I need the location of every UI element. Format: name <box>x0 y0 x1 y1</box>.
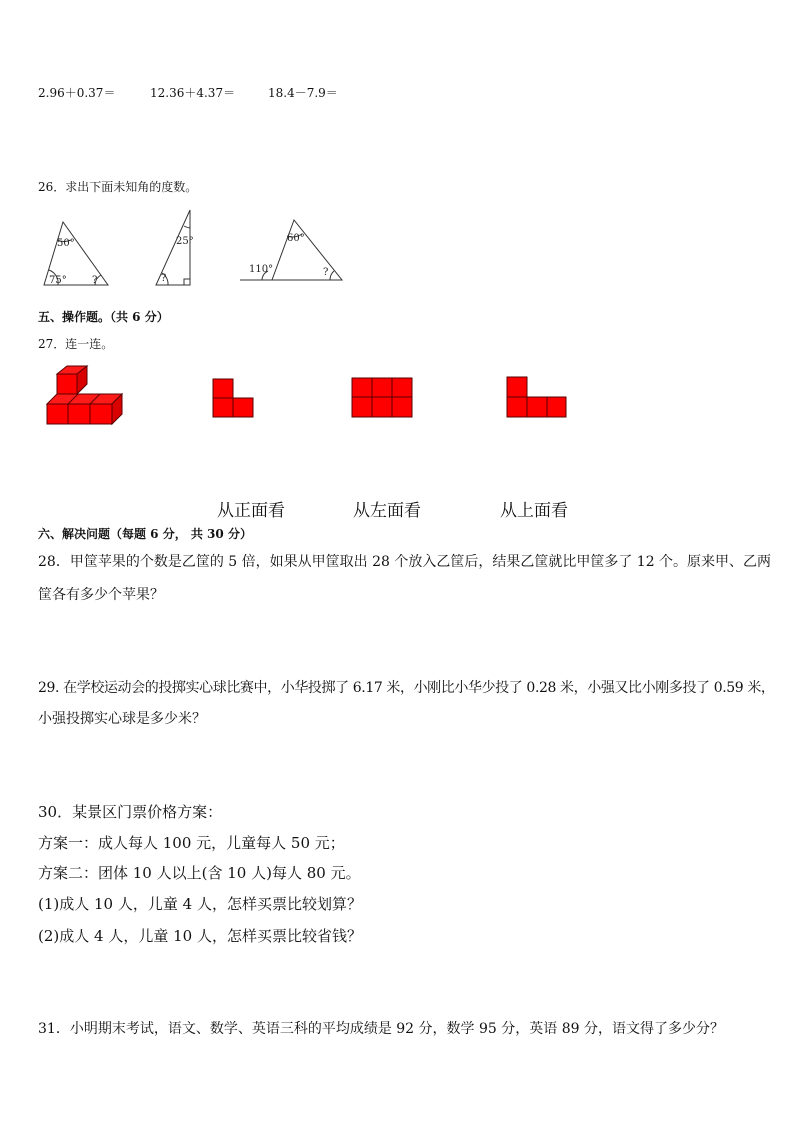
section-heading: 五、操作题。（共 6 分） <box>38 310 169 324</box>
triangle-3 <box>272 220 342 280</box>
view-label-front: 从正面看 <box>217 501 285 521</box>
view-label-left: 从左面看 <box>353 501 421 521</box>
view-shape-3 <box>507 377 566 417</box>
triangle-figures <box>0 0 794 300</box>
question-30-plan: 方案一：成人每人 100 元，儿童每人 50 元； <box>38 834 345 852</box>
cube-solid <box>47 366 122 424</box>
question-31: 31．小明期末考试，语文、数学、英语三科的平均成绩是 92 分，数学 95 分，英语 89 分，语文得了多少分？ <box>38 1021 724 1037</box>
question-28-line: 28．甲筐苹果的个数是乙筐的 5 倍，如果从甲筐取出 28 个放入乙筐后，结果乙筐就比甲筐多了 12 个。原来甲、乙两 <box>38 554 772 570</box>
question-27: 27．连一连。 <box>38 337 114 351</box>
question-29-line: 29. 在学校运动会的投掷实心球比赛中，小华投掷了 6.17 米，小刚比小华少投了 0.28 米，小强又比小刚多投了 0.59 米， <box>38 680 775 696</box>
question-30-plan: 方案二：团体 10 人以上(含 10 人)每人 80 元。 <box>38 864 361 882</box>
section-heading: 六、解决问题（每题 6 分， 共 30 分） <box>38 527 252 541</box>
angle-label: 110° <box>249 264 274 275</box>
view-shape-1 <box>213 379 253 417</box>
cube-figures <box>0 360 620 430</box>
question-30-sub: (1)成人 10 人，儿童 4 人，怎样买票比较划算？ <box>38 895 362 913</box>
question-30-sub: (2)成人 4 人，儿童 10 人，怎样买票比较省钱？ <box>38 927 362 945</box>
angle-label: 25° <box>176 236 194 247</box>
angle-label: ? <box>92 275 98 286</box>
angle-label: 75° <box>49 275 67 286</box>
view-label-top: 从上面看 <box>500 501 568 521</box>
angle-label: ? <box>323 267 329 278</box>
question-30-title: 30．某景区门票价格方案： <box>38 803 223 821</box>
angle-label: ? <box>161 273 167 284</box>
calc-item: 18.4－7.9＝ <box>268 86 338 100</box>
question-28-line: 筐各有多少个苹果？ <box>38 587 164 603</box>
angle-label: 60° <box>287 233 305 244</box>
question-29-line: 小强投掷实心球是多少米？ <box>38 711 206 727</box>
angle-label: 50° <box>57 238 75 249</box>
question-26: 26．求出下面未知角的度数。 <box>38 180 198 194</box>
view-shape-2 <box>352 378 412 417</box>
calc-item: 12.36＋4.37＝ <box>150 86 236 100</box>
calc-item: 2.96＋0.37＝ <box>38 86 116 100</box>
